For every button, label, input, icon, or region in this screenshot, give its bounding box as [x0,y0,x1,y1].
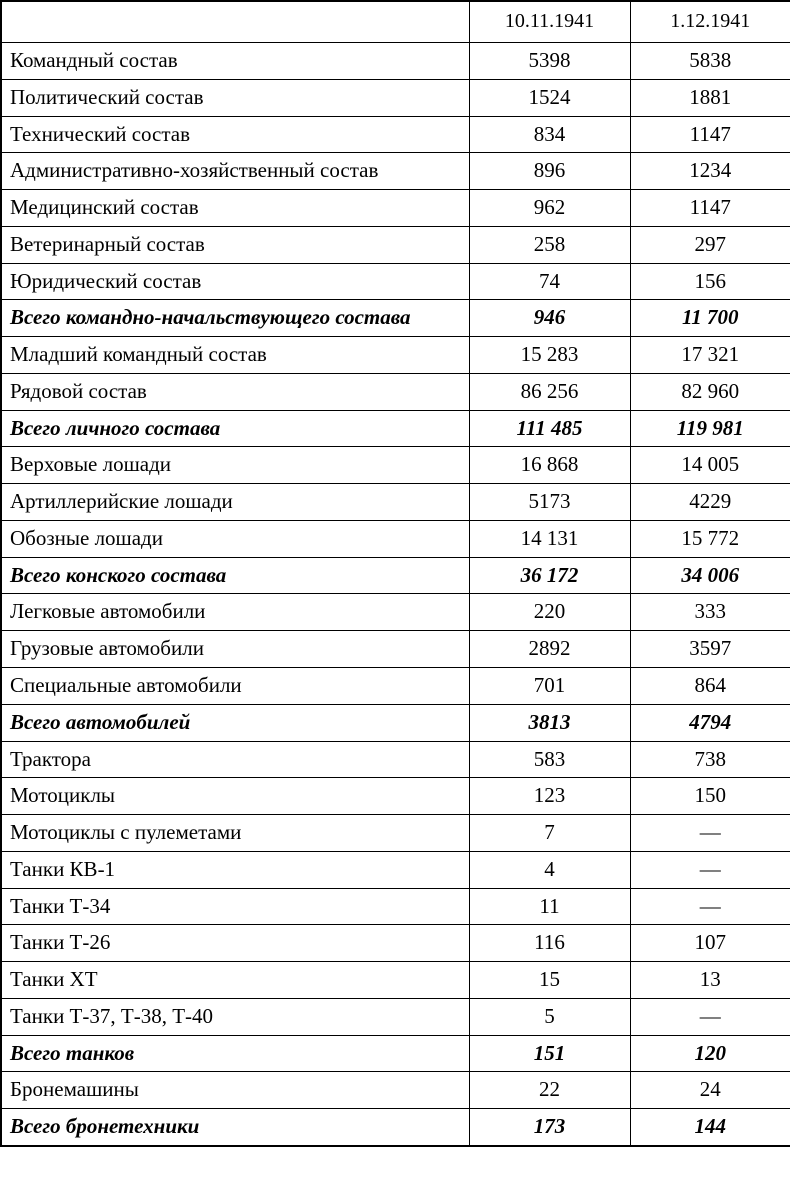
cell-value-date-1: 74 [469,263,630,300]
table-row [1,337,790,374]
cell-value-date-2: 1881 [630,79,790,116]
table-row [1,1035,790,1072]
cell-value-date-1: 834 [469,116,630,153]
cell-value-date-1: 583 [469,741,630,778]
row-label: Всего бронетехники [1,1109,469,1146]
row-label: Административно-хозяйственный состав [1,153,469,190]
table-row [1,43,790,80]
table-row [1,704,790,741]
cell-value-date-1: 116 [469,925,630,962]
column-header-date-1: 10.11.1941 [469,1,630,43]
cell-value-date-1: 2892 [469,631,630,668]
cell-value-date-2: 34 006 [630,557,790,594]
cell-value-date-1: 5398 [469,43,630,80]
row-label: Технический состав [1,116,469,153]
table-row [1,410,790,447]
row-label: Специальные автомобили [1,668,469,705]
row-label: Юридический состав [1,263,469,300]
cell-value-date-1: 151 [469,1035,630,1072]
cell-value-date-1: 111 485 [469,410,630,447]
cell-value-date-1: 123 [469,778,630,815]
row-label: Рядовой состав [1,373,469,410]
table-row [1,668,790,705]
cell-value-date-2: 13 [630,962,790,999]
cell-value-date-2: 1234 [630,153,790,190]
row-label: Трактора [1,741,469,778]
cell-value-date-2: — [630,888,790,925]
cell-value-date-2: 864 [630,668,790,705]
cell-value-date-2: 5838 [630,43,790,80]
table-row [1,116,790,153]
row-label: Бронемашины [1,1072,469,1109]
cell-value-date-2: 3597 [630,631,790,668]
table-row [1,557,790,594]
table-row [1,373,790,410]
cell-value-date-1: 86 256 [469,373,630,410]
column-header-date-2: 1.12.1941 [630,1,790,43]
cell-value-date-1: 701 [469,668,630,705]
cell-value-date-2: 1147 [630,116,790,153]
row-label: Всего личного состава [1,410,469,447]
cell-value-date-2: 4794 [630,704,790,741]
row-label: Танки Т-34 [1,888,469,925]
cell-value-date-2: 120 [630,1035,790,1072]
table-row [1,484,790,521]
cell-value-date-2: 11 700 [630,300,790,337]
table-row [1,1072,790,1109]
row-label: Всего конского состава [1,557,469,594]
table-header [1,1,790,43]
cell-value-date-2: — [630,998,790,1035]
table-row [1,79,790,116]
cell-value-date-1: 15 [469,962,630,999]
cell-value-date-2: 156 [630,263,790,300]
table-header-row [1,1,790,43]
table-row [1,153,790,190]
table-row [1,300,790,337]
table-row [1,962,790,999]
cell-value-date-1: 962 [469,190,630,227]
table-row [1,998,790,1035]
table-row [1,851,790,888]
row-label: Танки Т-37, Т-38, Т-40 [1,998,469,1035]
cell-value-date-2: 1147 [630,190,790,227]
row-label: Командный состав [1,43,469,80]
cell-value-date-2: — [630,815,790,852]
cell-value-date-1: 11 [469,888,630,925]
row-label: Медицинский состав [1,190,469,227]
cell-value-date-1: 14 131 [469,520,630,557]
cell-value-date-1: 3813 [469,704,630,741]
row-label: Всего командно-начальствующего состава [1,300,469,337]
table-row [1,888,790,925]
cell-value-date-1: 173 [469,1109,630,1146]
cell-value-date-1: 5173 [469,484,630,521]
table-row [1,1109,790,1146]
cell-value-date-1: 15 283 [469,337,630,374]
row-label: Мотоциклы с пулеметами [1,815,469,852]
cell-value-date-1: 1524 [469,79,630,116]
table-row [1,594,790,631]
cell-value-date-1: 258 [469,226,630,263]
column-header-category [1,1,469,43]
cell-value-date-1: 4 [469,851,630,888]
row-label: Политический состав [1,79,469,116]
cell-value-date-2: 82 960 [630,373,790,410]
row-label: Верховые лошади [1,447,469,484]
row-label: Артиллерийские лошади [1,484,469,521]
cell-value-date-2: 17 321 [630,337,790,374]
row-label: Грузовые автомобили [1,631,469,668]
table-row [1,447,790,484]
cell-value-date-2: 4229 [630,484,790,521]
table-row [1,520,790,557]
cell-value-date-1: 220 [469,594,630,631]
cell-value-date-2: 297 [630,226,790,263]
row-label: Танки КВ-1 [1,851,469,888]
cell-value-date-1: 36 172 [469,557,630,594]
cell-value-date-2: 15 772 [630,520,790,557]
cell-value-date-1: 946 [469,300,630,337]
cell-value-date-1: 22 [469,1072,630,1109]
row-label: Танки Т-26 [1,925,469,962]
table-row [1,631,790,668]
cell-value-date-2: 333 [630,594,790,631]
row-label: Ветеринарный состав [1,226,469,263]
cell-value-date-1: 5 [469,998,630,1035]
table-row [1,778,790,815]
cell-value-date-2: — [630,851,790,888]
cell-value-date-2: 14 005 [630,447,790,484]
row-label: Мотоциклы [1,778,469,815]
cell-value-date-1: 7 [469,815,630,852]
cell-value-date-2: 738 [630,741,790,778]
row-label: Всего автомобилей [1,704,469,741]
cell-value-date-2: 144 [630,1109,790,1146]
cell-value-date-1: 896 [469,153,630,190]
row-label: Обозные лошади [1,520,469,557]
row-label: Младший командный состав [1,337,469,374]
table-row [1,263,790,300]
table-row [1,925,790,962]
cell-value-date-1: 16 868 [469,447,630,484]
table-row [1,741,790,778]
row-label: Танки ХТ [1,962,469,999]
cell-value-date-2: 24 [630,1072,790,1109]
cell-value-date-2: 107 [630,925,790,962]
row-label: Всего танков [1,1035,469,1072]
cell-value-date-2: 119 981 [630,410,790,447]
row-label: Легковые автомобили [1,594,469,631]
table-row [1,815,790,852]
table-row [1,226,790,263]
table-row [1,190,790,227]
table-body [1,43,790,1146]
cell-value-date-2: 150 [630,778,790,815]
